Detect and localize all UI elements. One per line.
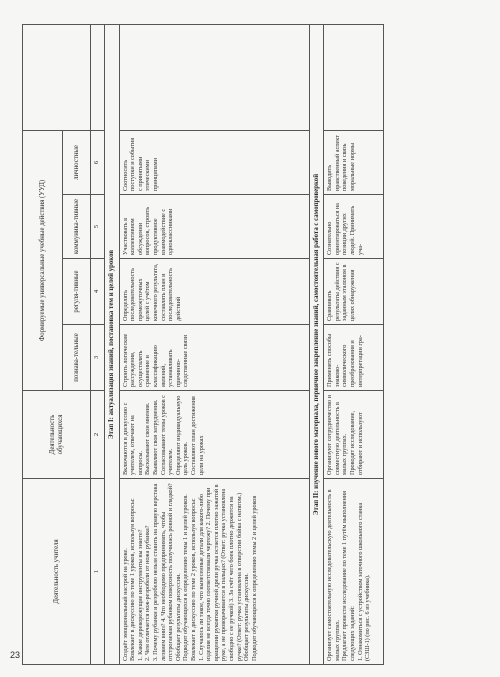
stage-1-teacher-line: Обобщает результаты дискуссии. (243, 573, 251, 661)
stage-1-title: Этап I: актуализация знаний, постановка тем и целей уроков (105, 24, 120, 664)
col-number-1: 1 (91, 479, 105, 665)
stage-1-teacher-line: Создаёт эмоциональный настрой на уроке. (121, 548, 129, 661)
stage-2-teacher (324, 479, 384, 665)
stage-1-spacer (119, 24, 309, 130)
col-number-3: 3 (91, 325, 105, 391)
stage-1-teacher-line: 3. Почему рубанки и резробелю нельзя ставить на правую верстака лезвием вниз? 4. Что необходимо предпринимать, чтобы отстрогаемая рубанком поверхность получилась ровной и гладкой? (151, 483, 175, 661)
stage-1-students-line: Высказывают свои мнения. (144, 402, 152, 475)
header-personal: личностные (63, 130, 91, 194)
stage-1-teacher (119, 479, 309, 665)
stage-1-students-line: Согласовывают темы уроков с учителем. (159, 395, 175, 475)
stage-1-students-line: Включаются в дискуссию с учителем, отвечают на вопросы. (121, 402, 144, 475)
stage-1-students-line: Выявляют своя затруднения. (151, 399, 159, 475)
stage-2-students (324, 391, 384, 479)
stage-1-teacher-line: Вовлекает в дискуссию по теме 1 уроков, используя вопросы: (129, 498, 137, 661)
header-communicative: коммуника-тивные (63, 195, 91, 259)
stage-2-teacher-line: Организует самостоятельную исследовательскую деятельность в малых группах. (326, 489, 341, 661)
stage-1-teacher-line: Подводит обучающихся к определению темы 2 и целей уроков (250, 495, 258, 661)
stage-1-personal: Соотносить поступки и события с принятыми этическими принципами (119, 130, 309, 194)
stage-2-cognitive: Применять способы знаково-символического преобразования и интерпретации гра- (324, 325, 384, 391)
stage-1-students (119, 391, 309, 479)
stage-1-students-line: Составляют план достижения цели на уроках (189, 396, 205, 475)
col-number-5: 5 (91, 195, 105, 259)
col-number-6: 6 (91, 130, 105, 194)
stage-2-title: Этап II: изучение нового материала, первичное закрепление знаний, самостоятельная работа с самопроверкой (309, 24, 324, 664)
stage-1-teacher-line: Обобщает результаты дискуссии. (174, 573, 182, 661)
stage-1-teacher-line: 2. Чем отличается нож-резробели от ножа рубанка? (144, 525, 152, 661)
stage-1-students-line: Определяют индивидуальную цель уроков. (174, 395, 190, 475)
stage-1-communicative: Участвовать в коллективном обсуждении вопросов, строить продуктивное взаимодействие с одноклассниками (119, 195, 309, 259)
stage-1-regulative: Определять последовательность промежуточных целей с учётом конечного результата, составлять план и последовательность действий (119, 259, 309, 325)
stage-1-teacher-line: 1. Случалось ли такое, что вынесенные детали для какого-либо изделия не всегда точно соответствовали чертежу? 2. Почему при вращении рукоятки ручной дрели ручка остается плотно зажатой в руке, а не проворачивается в пальцах? (Ответ: ручка установлена свободно с ее ручкой) 3. За счёт чего боек плотно держится на ручке? (Ответ: ручка установлена в отверстии бойка с натягом.) (197, 484, 243, 661)
stage-1-teacher-line: Вовлекает в дискуссию по теме 2 уроков, используя вопросы: (189, 498, 197, 661)
stage-2-teacher-line: 1. Ознакомиться с устройством заточного школьного станка (СЗШ-1) (по рис. 6 из учебника). (356, 502, 372, 661)
col-number-4: 4 (91, 259, 105, 325)
stage-2-personal: Выводить нравственный аспект поведения и связь моральные нормы (324, 130, 384, 194)
header-teacher: Деятельность учителя (23, 479, 91, 665)
header-regulative: регуля-тивные (63, 259, 91, 325)
stage-1-teacher-line: Подводит обучающихся к определению темы 1 и целей уроков. (182, 494, 190, 661)
page-number: 23 (10, 650, 21, 660)
header-spacer (23, 24, 91, 130)
stage-2-communicative: Сознательно ориентироваться на позиции других людей. Принимать уча- (324, 195, 384, 259)
header-uud: Формируемые универсальные учебные действия (УУД) (23, 130, 63, 390)
col-number-2: 2 (91, 391, 105, 479)
uud-table (22, 24, 384, 665)
col-number-spacer (91, 24, 105, 130)
rotated-table-container (22, 25, 424, 665)
header-students: Деятельность обучающихся (23, 391, 91, 479)
stage-1-teacher-line: 1. Какие дереворежущие инструменты вы знаете? (136, 529, 144, 661)
stage-2-spacer (324, 24, 384, 130)
stage-2-students-line: Проводят исследование, отбирают и используют (348, 411, 364, 475)
stage-2-teacher-line: Предлагает провести исследование по теме 1 путём выполнения следующих заданий: (341, 491, 356, 661)
stage-2-regulative: Сравнивать результаты действия с заданным эталоном в целях обнаружения (324, 259, 384, 325)
stage-2-students-line: Организуют сотрудничество и совместную деятельность в малых группах. (326, 395, 349, 475)
stage-1-cognitive: Строить логические рассуждения, осуществлять сравнение и классификацию явлений, устанавливать причинно-следственные связи (119, 325, 309, 391)
header-cognitive: познава-тельные (63, 325, 91, 391)
